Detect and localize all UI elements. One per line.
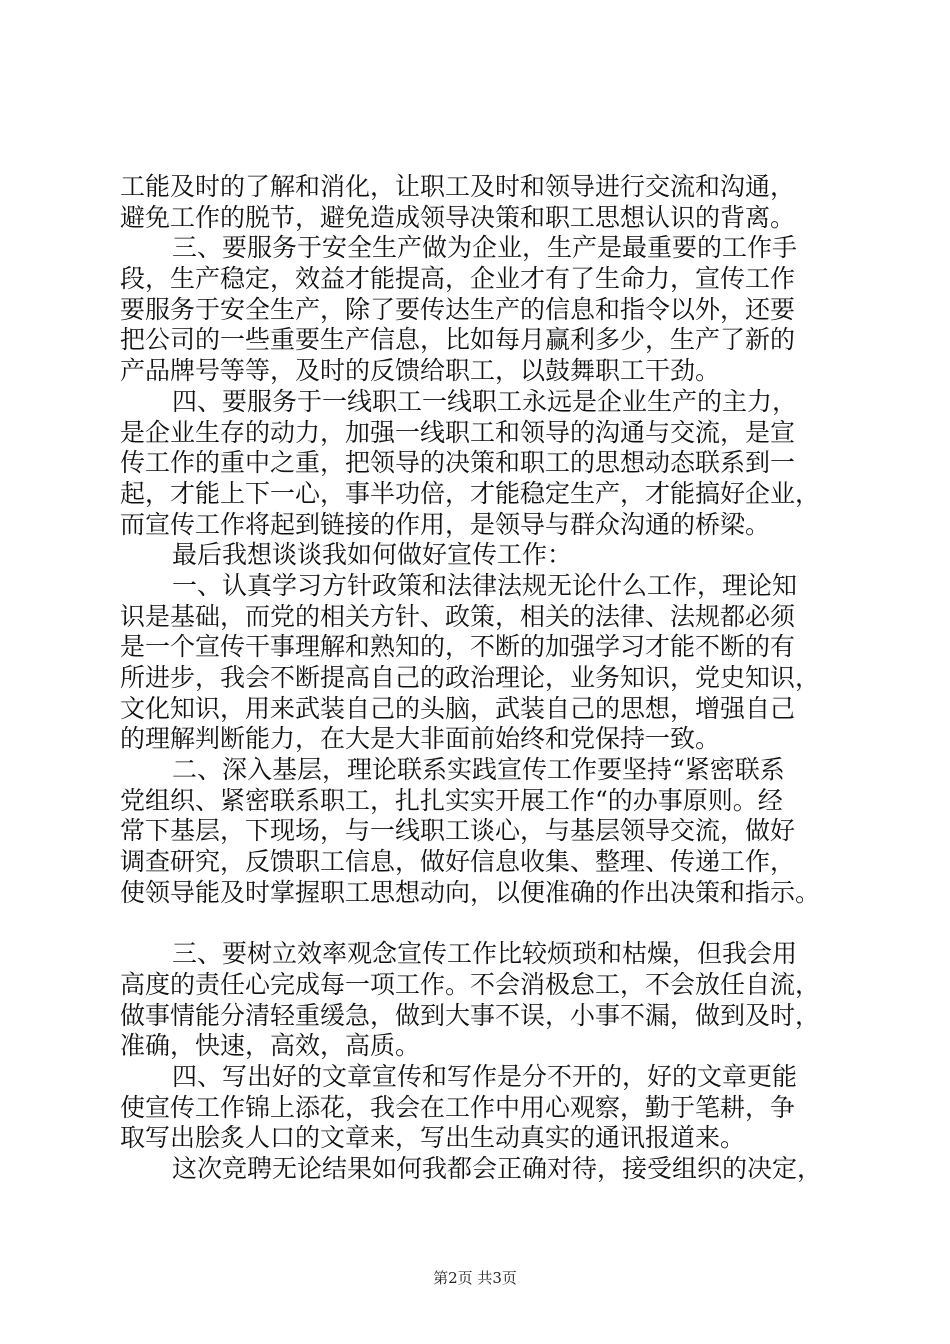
text-line: 二、深入基层，理论联系实践宣传工作要坚持“紧密联系	[172, 755, 785, 785]
text-line: 四、要服务于一线职工一线职工永远是企业生产的主力，	[172, 386, 798, 416]
text-line: 常下基层，下现场，与一线职工谈心，与基层领导交流，做好	[120, 816, 796, 846]
text-line: 要服务于安全生产，除了要传达生产的信息和指令以外，还要	[120, 294, 796, 324]
document-body	[120, 172, 860, 1185]
text-line: 所进步，我会不断提高自己的政治理论，业务知识，党史知识，	[120, 663, 821, 692]
text-line: 三、要服务于安全生产做为企业，生产是最重要的工作手	[172, 233, 798, 263]
text-line: 文化知识，用来武装自己的头脑，武装自己的思想，增强自己	[120, 693, 796, 723]
text-line: 三、要树立效率观念宣传工作比较烦琐和枯燥，但我会用	[172, 939, 798, 969]
text-line: 高度的责任心完成每一项工作。不会消极怠工，不会放任自流，	[120, 969, 821, 999]
text-line: 起，才能上下一心，事半功倍，才能稳定生产，才能搞好企业，	[120, 478, 821, 508]
text-line: 避免工作的脱节，避免造成领导决策和职工思想认识的背离。	[120, 202, 796, 232]
text-line: 是一个宣传干事理解和熟知的，不断的加强学习才能不断的有	[120, 632, 796, 662]
text-line: 党组织、紧密联系职工，扎扎实实开展工作“的办事原则。经	[120, 785, 783, 815]
text-line: 是企业生存的动力，加强一线职工和领导的沟通与交流，是宣	[120, 417, 796, 447]
text-line: 使宣传工作锦上添花，我会在工作中用心观察，勤于笔耕，争	[120, 1092, 796, 1122]
text-line: 四、写出好的文章宣传和写作是分不开的，好的文章更能	[172, 1061, 798, 1091]
text-line: 调查研究，反馈职工信息，做好信息收集、整理、传递工作，	[120, 847, 796, 877]
text-line: 而宣传工作将起到链接的作用，是领导与群众沟通的桥梁。	[120, 509, 771, 539]
paragraph-gap	[120, 909, 860, 940]
text-line: 取写出脍炙人口的文章来，写出生动真实的通讯报道来。	[120, 1123, 746, 1153]
text-line: 最后我想谈谈我如何做好宣传工作：	[172, 540, 573, 570]
text-line: 这次竞聘无论结果如何我都会正确对待，接受组织的决定，	[172, 1154, 823, 1183]
text-line: 做事情能分清轻重缓急，做到大事不误，小事不漏，做到及时，	[120, 1000, 821, 1030]
text-line: 工能及时的了解和消化，让职工及时和领导进行交流和沟通，	[120, 172, 796, 201]
text-line: 使领导能及时掌握职工思想动向，以便准确的作出决策和指示。	[120, 877, 821, 907]
text-line: 产品牌号等等，及时的反馈给职工，以鼓舞职工干劲。	[120, 356, 721, 386]
text-line: 准确，快速，高效，高质。	[120, 1031, 421, 1061]
text-line: 一、认真学习方针政策和法律法规无论什么工作，理论知	[172, 570, 798, 600]
text-line: 段，生产稳定，效益才能提高，企业才有了生命力，宣传工作	[120, 264, 796, 294]
text-line: 传工作的重中之重，把领导的决策和职工的思想动态联系到一	[120, 448, 796, 478]
page-number-footer: 第2页 共3页	[433, 1269, 517, 1287]
text-line: 的理解判断能力，在大是大非面前始终和党保持一致。	[120, 724, 721, 754]
text-line: 识是基础，而党的相关方针、政策，相关的法律、法规都必须	[120, 601, 796, 631]
text-line: 把公司的一些重要生产信息，比如每月赢利多少，生产了新的	[120, 325, 796, 355]
